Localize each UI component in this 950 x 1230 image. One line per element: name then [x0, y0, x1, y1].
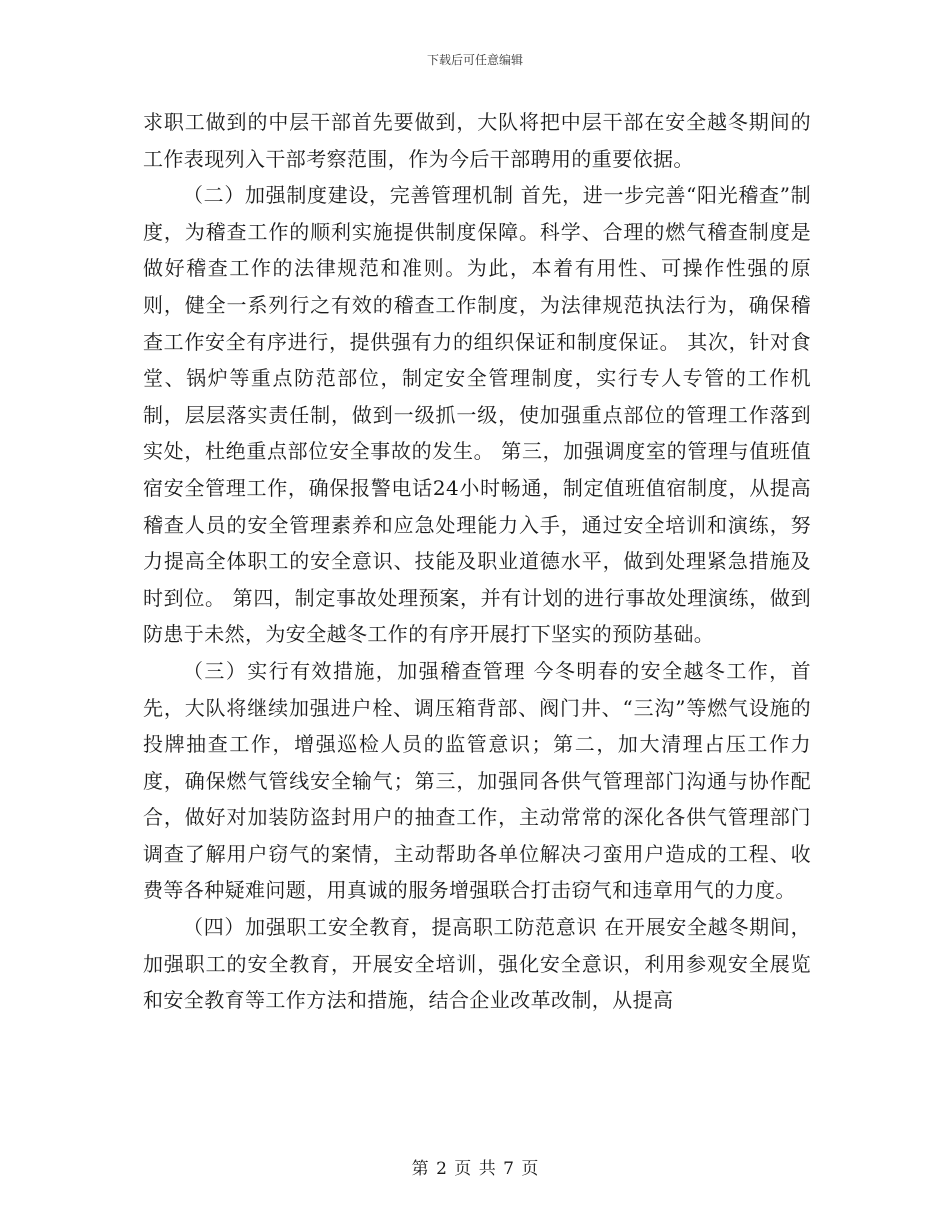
paragraph-section-3: （三）实行有效措施，加强稽查管理 今冬明春的安全越冬工作，首先，大队将继续加强进户栓、调压箱背部、阀门井、“三沟”等燃气设施的投牌抽查工作，增强巡检人员的监管意识；第二，加大清理占压工作力度，确保燃气管线安全输气；第三，加强同各供气管理部门沟通与协作配合，做好对加装防盗封用户的抽查工作，主动常常的深化各供气管理部门调查了解用户窃气的案情，主动帮助各单位解决刁蛮用户造成的工程、收费等各种疑难问题，用真诚的服务增强联合打击窃气和违章用气的力度。 — [143, 658, 811, 903]
paragraph-section-4: （四）加强职工安全教育，提高职工防范意识 在开展安全越冬期间，加强职工的安全教育，开展安全培训，强化安全意识，利用参观安全展览和安全教育等工作方法和措施，结合企业改革改制，从提高 — [143, 915, 811, 1013]
page-header: 下载后可任意编辑 — [426, 53, 523, 67]
document-body — [143, 104, 811, 1019]
paragraph-continuation: 求职工做到的中层干部首先要做到，大队将把中层干部在安全越冬期间的工作表现列入干部考察范围，作为今后干部聘用的重要依据。 — [143, 110, 811, 171]
paragraph-section-2: （二）加强制度建设，完善管理机制 首先，进一步完善“阳光稽查”制度，为稽查工作的顺利实施提供制度保障。科学、合理的燃气稽查制度是做好稽查工作的法律规范和准则。为此，本着有用性、可操作性强的原则，健全一系列行之有效的稽查工作制度，为法律规范执法行为，确保稽查工作安全有序进行，提供强有力的组织保证和制度保证。 其次，针对食堂、锅炉等重点防范部位，制定安全管理制度，实行专人专管的工作机制，层层落实责任制，做到一级抓一级，使加强重点部位的管理工作落到实处，杜绝重点部位安全事故的发生。 第三，加强调度室的管理与值班值宿安全管理工作，确保报警电话24小时畅通，制定值班值宿制度，从提高稽查人员的安全管理素养和应急处理能力入手，通过安全培训和演练，努力提高全体职工的安全意识、技能及职业道德水平，做到处理紧急措施及时到位。 第四，制定事故处理预案，并有计划的进行事故处理演练，做到防患于未然，为安全越冬工作的有序开展打下坚实的预防基础。 — [143, 183, 811, 647]
page-footer: 第 2 页 共 7 页 — [411, 1159, 539, 1179]
